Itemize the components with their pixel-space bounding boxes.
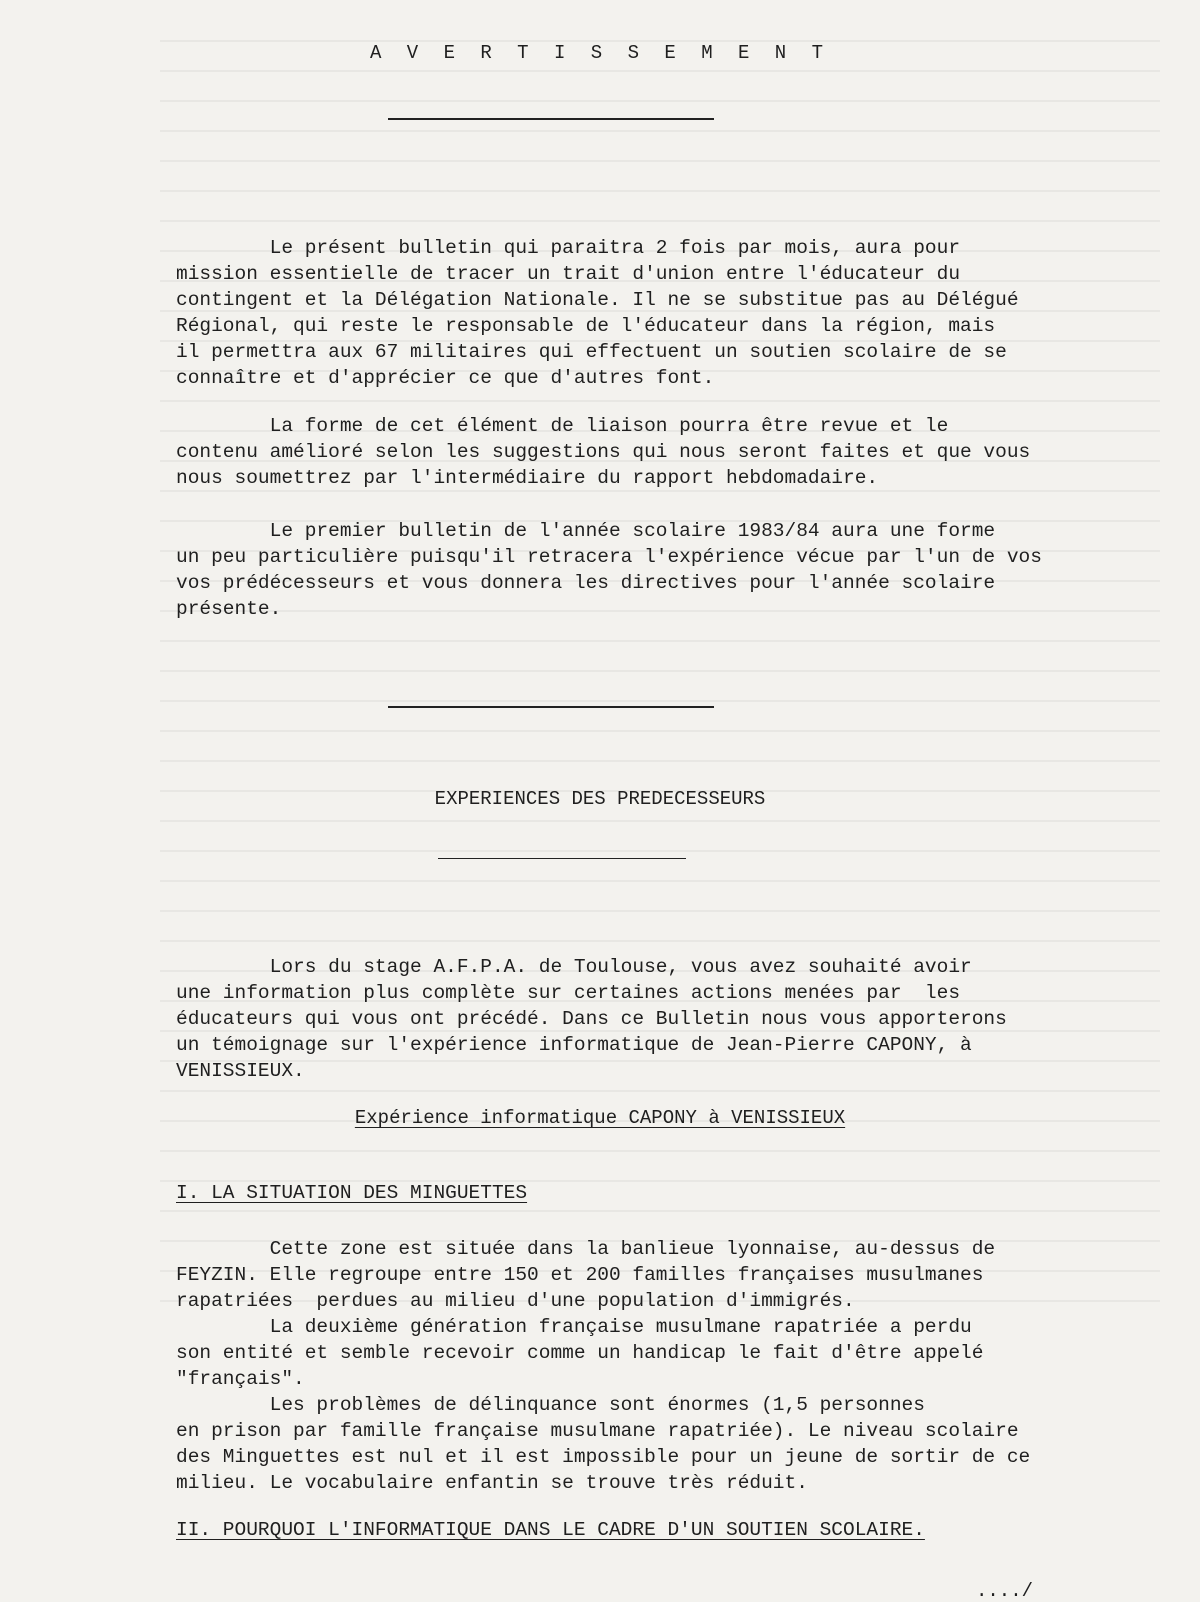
stage-paragraph: Lors du stage A.F.P.A. de Toulouse, vous avez souhaité avoir une information plus complète sur certaines actions menées par les éducateurs qui vous ont précédé. Dans ce Bulletin nous vous apporterons un témoignage sur l'expérience informatique de Jean-Pierre CAPONY, à VENISSIEUX. bbox=[176, 956, 1007, 1082]
section-1-paragraph-2: La deuxième génération française musulmane rapatriée a perdu son entité et semble recevoir comme un handicap le fait d'être appelé "français". bbox=[176, 1316, 984, 1390]
experiences-heading: EXPERIENCES DES PREDECESSEURS bbox=[434, 788, 766, 810]
experiences-rule bbox=[438, 858, 686, 859]
capony-heading: Expérience informatique CAPONY à VENISSIEUX bbox=[354, 1107, 846, 1129]
intro-paragraph-1: Le présent bulletin qui paraitra 2 fois par mois, aura pour mission essentielle de tracer un trait d'union entre l'éducateur du contingent et la Délégation Nationale. Il ne se substitue pas au Délégué Régional, qui reste le responsable de l'éducateur dans la région, mais il permettra aux 67 militaires qui effectuent un soutien scolaire de se connaître et d'apprécier ce que d'autres font. bbox=[176, 237, 1019, 389]
section-2-title: II. POURQUOI L'INFORMATIQUE DANS LE CADRE D'UN SOUTIEN SCOLAIRE. bbox=[176, 1519, 925, 1541]
title-rule bbox=[388, 118, 714, 120]
section-1-paragraph-1: Cette zone est située dans la banlieue lyonnaise, au-dessus de FEYZIN. Elle regroupe entre 150 et 200 familles françaises musulmanes rapatriées perdues au milieu d'une population d'immigrés. bbox=[176, 1238, 996, 1312]
continuation-mark: ..../ bbox=[976, 1580, 1034, 1602]
intro-paragraph-3: Le premier bulletin de l'année scolaire 1983/84 aura une forme un peu particulière puisqu'il retracera l'expérience vécue par l'un de vos vos prédécesseurs et vous donnera les directives pour l'année scolaire présente. bbox=[176, 520, 1042, 620]
section-1-title: I. LA SITUATION DES MINGUETTES bbox=[176, 1182, 528, 1204]
section-divider-rule bbox=[388, 706, 714, 708]
section-1-paragraph-3: Les problèmes de délinquance sont énormes (1,5 personnes en prison par famille française musulmane rapatriée). Le niveau scolaire des Minguettes est nul et il est impossible pour un jeune de sortir de ce milieu. Le vocabulaire enfantin se trouve très réduit. bbox=[176, 1394, 1031, 1494]
page-title: A V E R T I S S E M E N T bbox=[369, 42, 831, 64]
intro-paragraph-2: La forme de cet élément de liaison pourra être revue et le contenu amélioré selon les suggestions qui nous seront faites et que vous nous soumettrez par l'intermédiaire du rapport hebdomadaire. bbox=[176, 415, 1031, 489]
